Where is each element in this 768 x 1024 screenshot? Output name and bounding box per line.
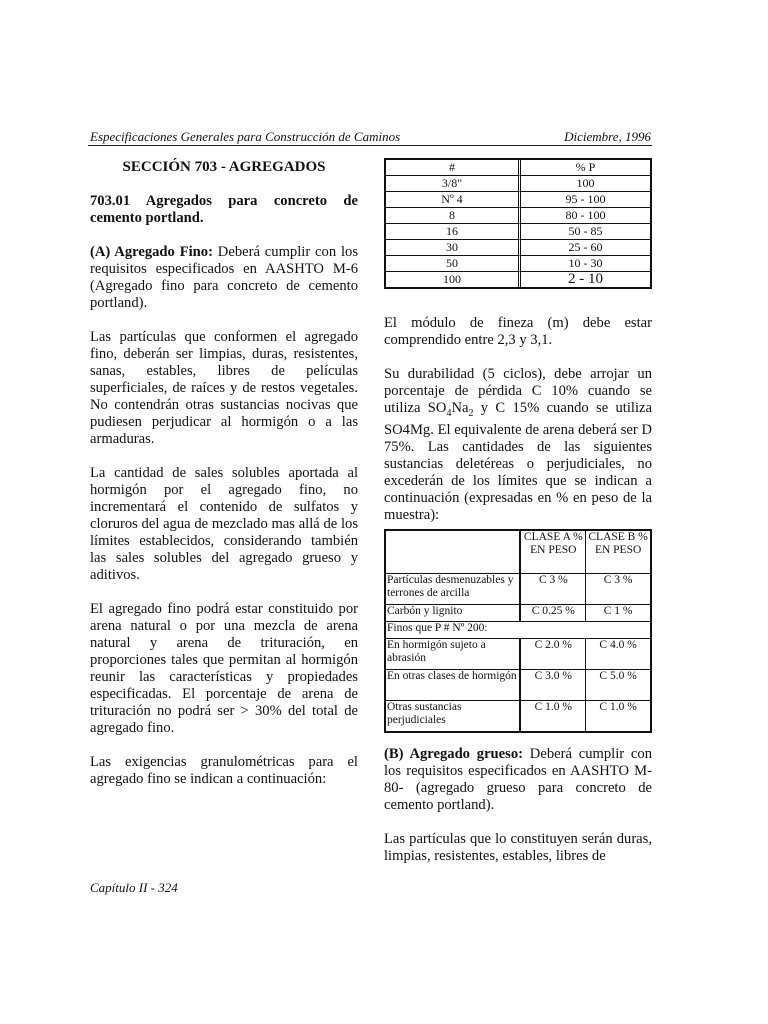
durabilidad-text-2: Na (451, 400, 469, 416)
table-row (386, 622, 650, 639)
table-header-row (386, 531, 650, 574)
grading-sieve: 50 (386, 256, 521, 272)
header-rule (88, 145, 652, 146)
agregado-grueso-label: (B) Agregado grueso: (384, 746, 523, 762)
subscript-4: 4 (446, 407, 452, 419)
grading-percent: 25 - 60 (521, 240, 650, 256)
deleterious-clase-b: C 1 % (586, 605, 650, 622)
table-row (386, 639, 650, 670)
deleterious-substance: Otras sustancias perjudiciales (386, 701, 521, 731)
deleterious-substance: En otras clases de hormigón (386, 670, 521, 701)
grading-sieve: Nº 4 (386, 192, 521, 208)
grading-sieve: 30 (386, 240, 521, 256)
paragraph-sales: La cantidad de sales solubles aportada al hormigón por el agregado fino, no incrementará el contenido de sulfatos y cloruros del agua de mezclado mas allá de los límites establecidos, considerando también las sales solubles del agregado grueso y aditivos. (90, 465, 358, 583)
deleterious-clase-b: C 3 % (586, 574, 650, 605)
subscript-2: 2 (468, 407, 474, 419)
deleterious-header-clase-b: CLASE B % EN PESO (586, 531, 650, 574)
paragraph-agregado-grueso (384, 746, 652, 814)
agregado-grueso-text: Deberá cumplir con los requisitos especificados en AASHTO M-80- (agregado grueso para concreto de cemento portland). (384, 746, 652, 813)
deleterious-clase-b: C 4.0 % (586, 639, 650, 670)
grading-sieve: 16 (386, 224, 521, 240)
grading-sieve: 100 (386, 272, 521, 287)
agregado-fino-label: (A) Agregado Fino: (90, 244, 213, 260)
deleterious-header-clase-a: CLASE A % EN PESO (521, 531, 586, 574)
paragraph-particulas-grueso: Las partículas que lo constituyen serán duras, limpias, resistentes, estables, libres de (384, 831, 652, 864)
paragraph-exigencias: Las exigencias granulométricas para el agregado fino se indican a continuación: (90, 754, 358, 787)
paragraph-modulo: El módulo de fineza (m) debe estar comprendido entre 2,3 y 3,1. (384, 315, 652, 348)
table-row (386, 208, 650, 224)
paragraph-durabilidad (384, 366, 652, 524)
deleterious-clase-b: C 5.0 % (586, 670, 650, 701)
table-row (386, 701, 650, 731)
section-title: SECCIÓN 703 - AGREGADOS (122, 159, 326, 175)
table-row (386, 670, 650, 701)
right-column-lower (384, 746, 652, 882)
table-row (386, 240, 650, 256)
durabilidad-text-1: Su durabilidad (5 ciclos), debe arrojar un porcentaje de pérdida C 10% cuando se utiliza SO (384, 366, 652, 416)
paragraph-particulas: Las partículas que conformen el agregado fino, deberán ser limpias, duras, resistentes, sanas, estables, libres de películas superficiales, de raíces y de restos vegetales. No contendrán otras sustancias nocivas que pudiesen perjudicar al hormigón o a las armaduras. (90, 329, 358, 447)
deleterious-clase-a: C 3 % (521, 574, 586, 605)
deleterious-header-blank (386, 531, 521, 574)
deleterious-substance: Carbón y lignito (386, 605, 521, 622)
table-row (386, 224, 650, 240)
table-header-row (386, 160, 650, 176)
grading-percent: 50 - 85 (521, 224, 650, 240)
grading-sieve: 3/8" (386, 176, 521, 192)
deleterious-table (384, 529, 652, 733)
grading-sieve: 8 (386, 208, 521, 224)
subsection-title: 703.01 Agregados para concreto de cemento portland. (90, 193, 358, 226)
grading-percent: 95 - 100 (521, 192, 650, 208)
grading-percent: 2 - 10 (568, 271, 603, 287)
grading-percent: 80 - 100 (521, 208, 650, 224)
grading-table (384, 158, 652, 289)
table-row (386, 605, 650, 622)
deleterious-substance: Partículas desmenuzables y terrones de arcilla (386, 574, 521, 605)
deleterious-clase-b: C 1.0 % (599, 701, 637, 713)
table-row (386, 272, 650, 287)
table-row (386, 176, 650, 192)
deleterious-clase-a: C 2.0 % (521, 639, 586, 670)
grading-header-sieve: # (386, 160, 521, 176)
paragraph-arena: El agregado fino podrá estar constituido por arena natural o por una mezcla de arena natural y arena de trituración, en proporciones tales que permitan al hormigón reunir las características y propiedades especificadas. El porcentaje de arena de trituración no podrá ser > 30% del total de agregado fino. (90, 601, 358, 736)
agregado-fino-text: Deberá cumplir con los requisitos especificados en AASHTO M-6 (Agregado fino para concreto de cemento portland). (90, 244, 359, 311)
left-column (90, 158, 358, 805)
deleterious-clase-a: C 1.0 % (521, 701, 586, 731)
header-title: Especificaciones Generales para Construcción de Caminos (90, 129, 401, 144)
header-date: Diciembre, 1996 (564, 129, 651, 144)
paragraph-agregado-fino (90, 244, 358, 312)
footer-page-number: Capítulo II - 324 (90, 880, 178, 895)
deleterious-substance: Finos que P # Nº 200: (386, 622, 650, 639)
deleterious-clase-a: C 0.25 % (521, 605, 586, 622)
deleterious-substance: En hormigón sujeto a abrasión (386, 639, 521, 670)
table-row (386, 192, 650, 208)
deleterious-clase-a: C 3.0 % (521, 670, 586, 701)
grading-percent: 10 - 30 (521, 256, 650, 272)
table-row (386, 574, 650, 605)
table-row (386, 256, 650, 272)
grading-header-percent: % P (521, 160, 650, 176)
right-column-upper (384, 315, 652, 541)
grading-percent: 100 (521, 176, 650, 192)
durabilidad-text-3: y C 15% cuando se utiliza SO4Mg. El equivalente de arena deberá ser D 75%. Las cantidades de las siguientes sustancias deletéreas o perjudiciales, no excederán de los límites que se indican a continuación (expresadas en % en peso de la muestra): (384, 400, 652, 523)
